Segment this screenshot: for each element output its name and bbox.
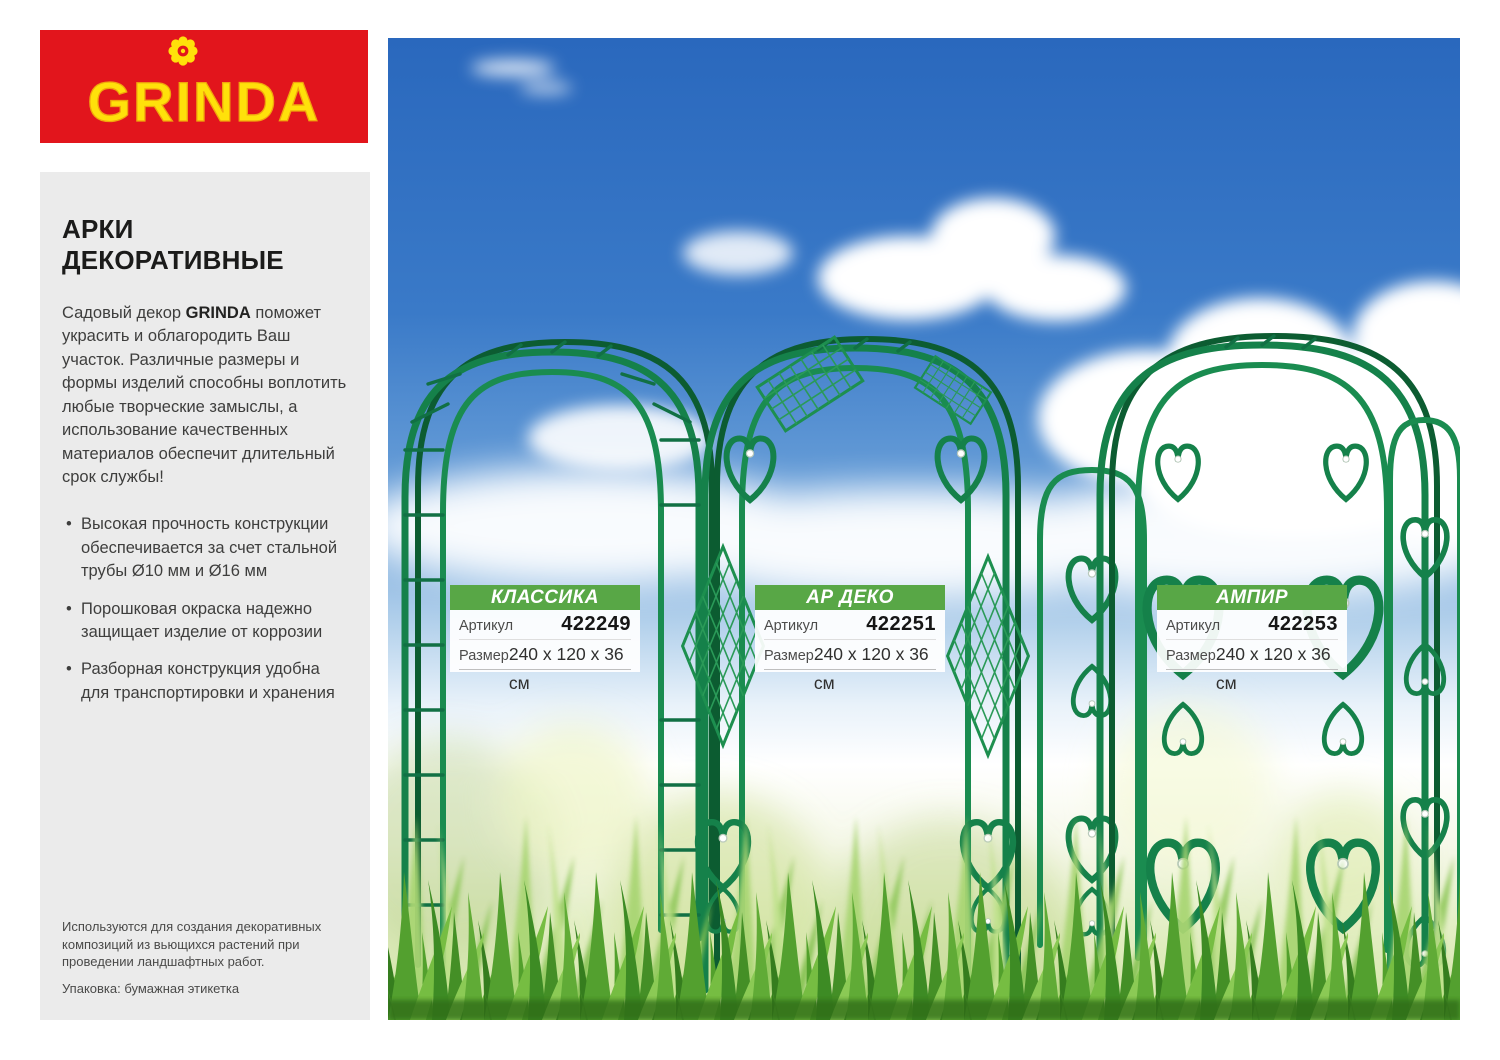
feature-item: • Порошковая окраска надежно защищает изделие от коррозии	[66, 598, 352, 645]
product-card-title: АМПИР	[1157, 585, 1347, 610]
product-photo	[388, 38, 1460, 1020]
article-label: Артикул	[459, 618, 514, 634]
article-value: 422249	[561, 613, 631, 635]
feature-item: • Разборная конструкция удобна для транспортировки и хранения	[66, 658, 352, 705]
packaging-note: Упаковка: бумажная этикетка	[62, 980, 240, 996]
product-card-title: АР ДЕКО	[755, 585, 945, 610]
size-row	[459, 640, 631, 693]
product-card-title: КЛАССИКА	[450, 585, 640, 610]
article-value: 422251	[866, 613, 936, 635]
page-title: АРКИ ДЕКОРАТИВНЫЕ	[62, 214, 284, 275]
garden-scene-illustration	[388, 38, 1460, 1020]
intro-paragraph	[62, 302, 352, 489]
article-label: Артикул	[764, 618, 819, 634]
size-label: Размер	[1166, 648, 1216, 664]
size-value: 240 x 120 x 36 см	[813, 644, 929, 693]
size-label: Размер	[764, 648, 814, 664]
product-card	[1157, 585, 1347, 693]
usage-note: Используются для создания декоративных композиций из вьющихся растений при проведении ландшафтных работ.	[62, 919, 322, 970]
article-row	[764, 610, 936, 640]
article-value: 422253	[1268, 613, 1338, 635]
feature-list	[62, 513, 352, 705]
article-row	[1166, 610, 1338, 640]
grass	[388, 778, 1460, 1020]
article-label: Артикул	[1166, 618, 1221, 634]
logo-text: GRINDA	[87, 70, 321, 133]
size-row	[764, 640, 936, 693]
size-label: Размер	[459, 648, 509, 664]
feature-item: • Высокая прочность конструкции обеспечивается за счет стальной трубы Ø10 мм и Ø16 мм	[66, 513, 352, 583]
size-value: 240 x 120 x 36 см	[508, 644, 624, 693]
intro-suffix: поможет украсить и облагородить Ваш участок. Различные размеры и формы изделий способны воплотить любые творческие замыслы, а использование качественных материалов обеспечит длительный срок службы!	[62, 304, 347, 486]
product-card	[450, 585, 640, 693]
info-panel	[40, 172, 370, 1020]
intro-brand: GRINDA	[185, 304, 251, 322]
size-row	[1166, 640, 1338, 693]
grinda-logo	[40, 30, 368, 143]
intro-prefix: Садовый декор	[62, 304, 186, 322]
panel-notes	[62, 918, 354, 1006]
article-row	[459, 610, 631, 640]
flower-icon	[166, 34, 200, 68]
size-value: 240 x 120 x 36 см	[1215, 644, 1331, 693]
product-card	[755, 585, 945, 693]
